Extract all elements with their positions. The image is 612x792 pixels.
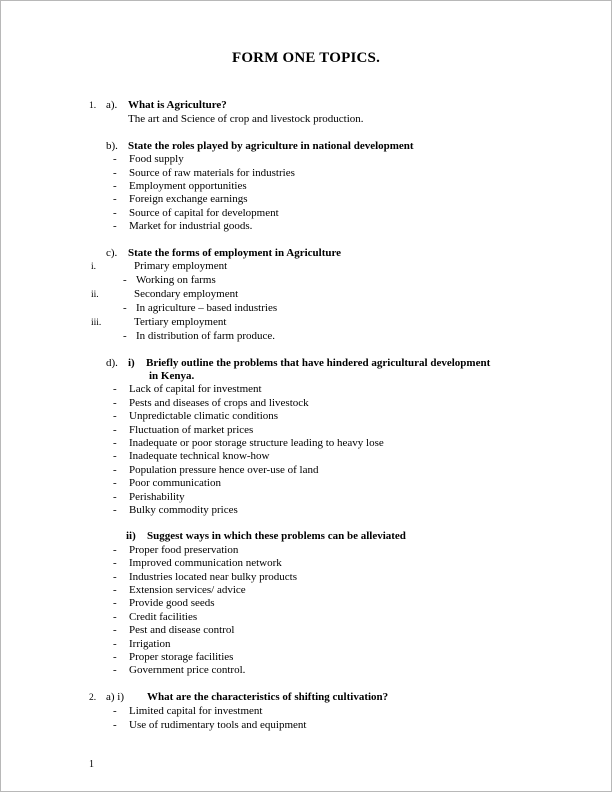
question-heading-row bbox=[89, 99, 556, 113]
list-item: - Bulky commodity prices bbox=[89, 504, 556, 517]
list-item: - Population pressure hence over-use of land bbox=[89, 464, 556, 477]
list-item: - Irrigation bbox=[89, 638, 556, 651]
document-content bbox=[1, 99, 611, 732]
part-label: a). bbox=[106, 99, 118, 111]
part-label: a) i) bbox=[106, 690, 125, 703]
employment-form-title: Tertiary employment bbox=[134, 315, 227, 328]
question-heading: State the forms of employment in Agriculture bbox=[128, 246, 342, 259]
list-item: - Lack of capital for investment bbox=[89, 383, 556, 396]
list-item: - Pests and diseases of crops and livestock bbox=[89, 397, 556, 410]
answer-text: The art and Science of crop and livestock production. bbox=[128, 113, 364, 126]
list-item: - Poor communication bbox=[89, 477, 556, 490]
employment-form-detail: - Working on farms bbox=[89, 274, 556, 287]
document-title: FORM ONE TOPICS. bbox=[231, 50, 381, 66]
list-item: - Source of capital for development bbox=[89, 207, 556, 220]
list-item: - Industries located near bulky products bbox=[89, 571, 556, 584]
list-item: - Use of rudimentary tools and equipment bbox=[89, 719, 556, 732]
list-item: - Inadequate technical know-how bbox=[89, 450, 556, 463]
employment-form-detail: - In agriculture – based industries bbox=[89, 302, 556, 315]
part-label: b). bbox=[106, 139, 118, 152]
list-item: - Proper storage facilities bbox=[89, 651, 556, 664]
list-item: - Source of raw materials for industries bbox=[89, 167, 556, 180]
list-item: - Perishability bbox=[89, 491, 556, 504]
question-heading-line1: Briefly outline the problems that have hindered agricultural development bbox=[146, 356, 491, 369]
list-item: - Inadequate or poor storage structure leading to heavy lose bbox=[89, 437, 556, 450]
roman-numeral: i. bbox=[91, 262, 97, 273]
employment-form-title: Primary employment bbox=[134, 260, 228, 273]
question-heading-row bbox=[89, 247, 556, 260]
list-item: - Unpredictable climatic conditions bbox=[89, 410, 556, 423]
question-heading-row bbox=[89, 140, 556, 153]
question-heading-row bbox=[89, 691, 556, 705]
list-item: - Credit facilities bbox=[89, 611, 556, 624]
list-item: - Limited capital for investment bbox=[89, 705, 556, 718]
employment-form-row bbox=[89, 260, 556, 274]
list-item: - Food supply bbox=[89, 153, 556, 166]
section-q2a bbox=[89, 691, 556, 732]
list-item: - Proper food preservation bbox=[89, 544, 556, 557]
employment-form-detail: - In distribution of farm produce. bbox=[89, 330, 556, 343]
question-heading: Suggest ways in which these problems can be alleviated bbox=[147, 530, 406, 543]
question-heading-row bbox=[89, 357, 556, 370]
section-q1c bbox=[89, 247, 556, 344]
part-label: c). bbox=[106, 246, 118, 259]
list-item: - Employment opportunities bbox=[89, 180, 556, 193]
solutions-list bbox=[89, 544, 556, 678]
question-number: 2. bbox=[89, 692, 97, 703]
employment-form-title: Secondary employment bbox=[134, 287, 239, 300]
employment-forms-list bbox=[89, 260, 556, 343]
question-number: 1. bbox=[89, 101, 97, 111]
roman-numeral: iii. bbox=[91, 317, 102, 328]
question-heading-line2: in Kenya. bbox=[149, 369, 195, 382]
question-heading: What is Agriculture? bbox=[128, 99, 227, 111]
question-heading: What are the characteristics of shifting cultivation? bbox=[147, 690, 389, 703]
section-q1a bbox=[89, 99, 556, 127]
subpart-label: i) bbox=[128, 356, 135, 369]
characteristics-list bbox=[89, 705, 556, 732]
list-item: - Fluctuation of market prices bbox=[89, 424, 556, 437]
question-heading: State the roles played by agriculture in national development bbox=[128, 139, 414, 152]
question-heading-row bbox=[89, 530, 556, 543]
list-item: - Improved communication network bbox=[89, 557, 556, 570]
list-item: - Pest and disease control bbox=[89, 624, 556, 637]
roles-list bbox=[89, 153, 556, 233]
problems-list bbox=[89, 383, 556, 517]
roman-numeral: ii. bbox=[91, 289, 99, 300]
section-q1d-ii bbox=[89, 530, 556, 677]
page-number: 1 bbox=[89, 759, 94, 770]
list-item: - Extension services/ advice bbox=[89, 584, 556, 597]
section-q1b bbox=[89, 140, 556, 234]
list-item: - Provide good seeds bbox=[89, 597, 556, 610]
part-label: d). bbox=[106, 356, 118, 369]
subpart-label: ii) bbox=[126, 530, 136, 543]
section-q1d-i bbox=[89, 357, 556, 518]
list-item: - Foreign exchange earnings bbox=[89, 193, 556, 206]
list-item: - Government price control. bbox=[89, 664, 556, 677]
employment-form-row bbox=[89, 288, 556, 302]
list-item: - Market for industrial goods. bbox=[89, 220, 556, 233]
employment-form-row bbox=[89, 316, 556, 330]
